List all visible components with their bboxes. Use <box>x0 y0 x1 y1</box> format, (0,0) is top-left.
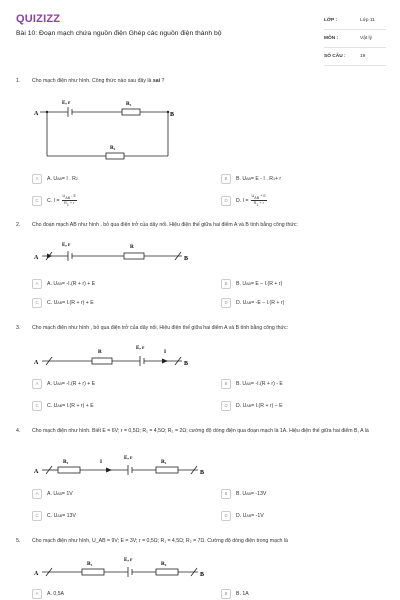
question-text: Cho mạch điện như hình , bỏ qua điện trở của dây nối. Hiệu điện thế giữa hai điểm A và B tính bằng công thức: <box>32 325 289 331</box>
node-b-label: B <box>184 256 189 262</box>
option-letter-box: B <box>221 174 231 184</box>
node-a-label: A <box>34 111 39 117</box>
option-letter-box: B <box>221 589 231 599</box>
option-tail: = -I.(R + r) - E <box>250 381 283 387</box>
option-text: B. U <box>236 281 247 287</box>
source-label: E, r <box>62 242 71 248</box>
source-label: E, r <box>124 455 133 461</box>
option-text: A. U <box>47 281 58 287</box>
source-label: E, r <box>136 345 145 351</box>
resistor-label: R <box>130 244 134 250</box>
fraction-text: + r <box>258 201 264 206</box>
option-letter-box: B <box>221 489 231 499</box>
resistor-r1-label: R₁ <box>87 561 93 567</box>
meta-value: Vật lý <box>360 36 372 41</box>
fraction-sub: AB <box>254 195 260 200</box>
question-text: Cho mạch điện như hình, U_AB = 9V; E = 3V; r = 0,5Ω; R₁ = 4,5Ω; R₂ = 7Ω. Cường độ dòng điện trong mạch là <box>32 538 288 544</box>
option-sub: AB <box>57 282 62 286</box>
option-sub: AB <box>57 382 62 386</box>
question-3 <box>16 325 388 421</box>
option-a[interactable] <box>32 279 95 289</box>
meta-panel <box>324 12 386 66</box>
question-number: 1. <box>16 78 21 84</box>
option-text: C. U <box>47 403 58 409</box>
circuit-diagram-1 <box>32 90 182 162</box>
option-sub: AB <box>246 177 251 181</box>
option-d[interactable] <box>221 298 284 308</box>
fraction <box>251 194 267 208</box>
option-letter-box: D <box>221 511 231 521</box>
circuit-diagram-5 <box>32 550 222 584</box>
circuit-diagram-4 <box>32 448 222 482</box>
option-tail: = -I.(R + r) + E <box>61 381 96 387</box>
option-letter-box: A <box>32 379 42 389</box>
question-text-post: ? <box>160 78 165 84</box>
option-b[interactable] <box>221 174 281 184</box>
meta-label: LỚP : <box>324 18 338 23</box>
fraction-sub: 1 <box>256 203 259 207</box>
option-tail: = -E – I.(R + r) <box>251 300 285 306</box>
option-c[interactable] <box>32 194 77 208</box>
resistor-r1-label: R₁ <box>126 101 132 107</box>
option-sub: AB <box>246 282 251 286</box>
fraction <box>62 194 77 208</box>
option-letter-box: D <box>221 196 231 206</box>
node-a-label: A <box>34 571 39 577</box>
resistor-label: R <box>98 349 102 355</box>
option-letter-box: C <box>32 511 42 521</box>
node-b-label: B <box>200 572 205 578</box>
question-2 <box>16 222 388 318</box>
source-label: E, r <box>124 557 133 563</box>
question-text-bold: sai <box>152 78 161 84</box>
option-letter-box: D <box>221 298 231 308</box>
option-tail: = 1V <box>61 491 73 497</box>
question-text: Cho đoạn mạch AB như hình , bỏ qua điện trở của dây nối. Hiệu điện thế giữa hai điểm A và B tính bằng công thức: <box>32 222 298 228</box>
option-tail: = I . R <box>61 176 76 182</box>
option-b[interactable] <box>221 379 283 389</box>
node-a-label: A <box>34 360 39 366</box>
option-text: B. U <box>236 381 247 387</box>
meta-class <box>324 12 386 30</box>
fraction-text: R <box>253 201 257 206</box>
option-text: C. U <box>47 513 58 519</box>
fraction-sub: AB <box>65 195 71 200</box>
current-label: I <box>100 459 103 465</box>
option-letter-box: C <box>32 401 42 411</box>
option-text: D. I = <box>236 197 249 204</box>
option-tail: = I.(R + r) + E <box>62 300 94 306</box>
option-letter-box: A <box>32 174 42 184</box>
node-b-label: B <box>200 470 205 476</box>
current-label: I <box>164 349 167 355</box>
option-text: A. U <box>47 381 58 387</box>
node-b-label: B <box>184 361 189 367</box>
meta-value: 19 <box>360 54 366 59</box>
option-text: B. 1A <box>236 591 249 597</box>
question-text-pre: Cho mạch điện như hình. Công thức nào sau đây là <box>32 78 153 84</box>
option-d[interactable] <box>221 194 267 208</box>
meta-count <box>324 48 386 66</box>
option-letter-box: A <box>32 589 42 599</box>
question-1 <box>16 78 388 213</box>
option-a[interactable] <box>32 489 73 499</box>
fraction-text: + r <box>68 201 75 206</box>
option-a[interactable] <box>32 174 78 184</box>
option-text: D. U <box>236 300 247 306</box>
resistor-r2-label: R₂ <box>161 459 167 465</box>
option-text: A. U <box>47 176 58 182</box>
page-title: Bài 10: Đoạn mạch chứa nguồn điện Ghép các nguồn điện thành bộ <box>16 30 222 37</box>
option-tail: = -1V <box>251 513 264 519</box>
option-letter-box: B <box>221 379 231 389</box>
resistor-r2-label: R₂ <box>110 145 116 151</box>
question-4 <box>16 428 388 532</box>
option-sub: AB <box>57 177 62 181</box>
option-tail: = I.(R + r) – E <box>251 403 283 409</box>
option-sub: AB <box>246 404 252 408</box>
option-sub: AB <box>246 514 252 518</box>
option-a[interactable] <box>32 589 64 599</box>
question-text <box>32 78 388 85</box>
node-b-label: B <box>170 112 175 118</box>
option-tail: = I.(R + r) + E <box>62 403 94 409</box>
option-letter-box: A <box>32 489 42 499</box>
option-text: A. 0,5A <box>47 591 65 597</box>
circuit-diagram-3 <box>32 339 202 373</box>
option-letter-box: A <box>32 279 42 289</box>
option-a[interactable] <box>32 379 95 389</box>
fraction-top <box>62 194 77 201</box>
option-text: A. U <box>47 491 58 497</box>
option-c[interactable] <box>32 511 76 521</box>
resistor-r2-label: R₂ <box>161 561 167 567</box>
option-b[interactable] <box>221 589 249 599</box>
option-text: C. I = <box>47 197 60 204</box>
fraction-bottom <box>64 201 74 207</box>
fraction-bottom <box>254 201 264 207</box>
node-a-label: A <box>34 255 39 261</box>
question-number: 3. <box>16 325 21 331</box>
fraction-top <box>251 194 267 201</box>
fraction-text: + E <box>259 194 266 198</box>
fraction-text: R <box>64 201 67 206</box>
option-sub: 1 <box>272 177 275 181</box>
node-a-label: A <box>34 469 39 475</box>
option-letter-box: C <box>32 196 42 206</box>
meta-label: SỐ CÂU : <box>324 54 346 59</box>
option-sub: AB <box>246 492 251 496</box>
option-letter-box: D <box>221 401 231 411</box>
meta-value: Lớp 11 <box>360 18 375 23</box>
question-number: 5. <box>16 538 21 544</box>
quizizz-logo: QUIZIZZ <box>16 13 61 25</box>
option-text: B. U <box>236 491 247 497</box>
option-text: B. U <box>236 176 247 182</box>
option-tail: = -13V <box>250 491 267 497</box>
option-c[interactable] <box>32 298 94 308</box>
option-text: C. U <box>47 300 58 306</box>
option-tail: = -I.(R + r) + E <box>61 281 96 287</box>
option-letter-box: B <box>221 279 231 289</box>
option-text: D. U <box>236 403 247 409</box>
option-d[interactable] <box>221 511 264 521</box>
option-tail: = 13V <box>62 513 76 519</box>
question-number: 2. <box>16 222 21 228</box>
source-label: E, r <box>62 100 71 106</box>
fraction-text: U <box>251 194 255 198</box>
option-sub: AB <box>57 492 62 496</box>
question-number: 4. <box>16 428 21 434</box>
resistor-r1-label: R₁ <box>63 459 69 465</box>
circuit-diagram-2 <box>32 234 202 268</box>
meta-label: MÔN : <box>324 36 339 41</box>
fraction-sub: 1 <box>66 203 69 207</box>
option-c[interactable] <box>32 401 94 411</box>
option-b[interactable] <box>221 489 266 499</box>
option-letter-box: C <box>32 298 42 308</box>
option-tail: = E – I.(R + r) <box>250 281 283 287</box>
option-sub: AB <box>57 514 63 518</box>
option-sub: AB <box>246 382 251 386</box>
option-sub: AB <box>57 301 63 305</box>
option-sub: AB <box>57 404 63 408</box>
fraction-text: U <box>62 194 66 198</box>
option-d[interactable] <box>221 401 283 411</box>
option-b[interactable] <box>221 279 282 289</box>
meta-subject <box>324 30 386 48</box>
question-text: Cho mạch điện như hình. Biết E = 6V; r = 0,5Ω; R₁ = 4,5Ω; R₂ = 2Ω; cường độ dòng điện qua đoạn mạch là 1A. Hiệu điện thế giữa hai điểm B, A là <box>32 428 369 434</box>
option-tail: + r <box>274 176 282 182</box>
fraction-text: - E <box>70 194 77 198</box>
option-text: D. U <box>236 513 247 519</box>
option-sub: AB <box>246 301 252 305</box>
question-5 <box>16 538 388 600</box>
option-sub: 2 <box>75 177 78 181</box>
option-tail: = E - I . R <box>250 176 273 182</box>
